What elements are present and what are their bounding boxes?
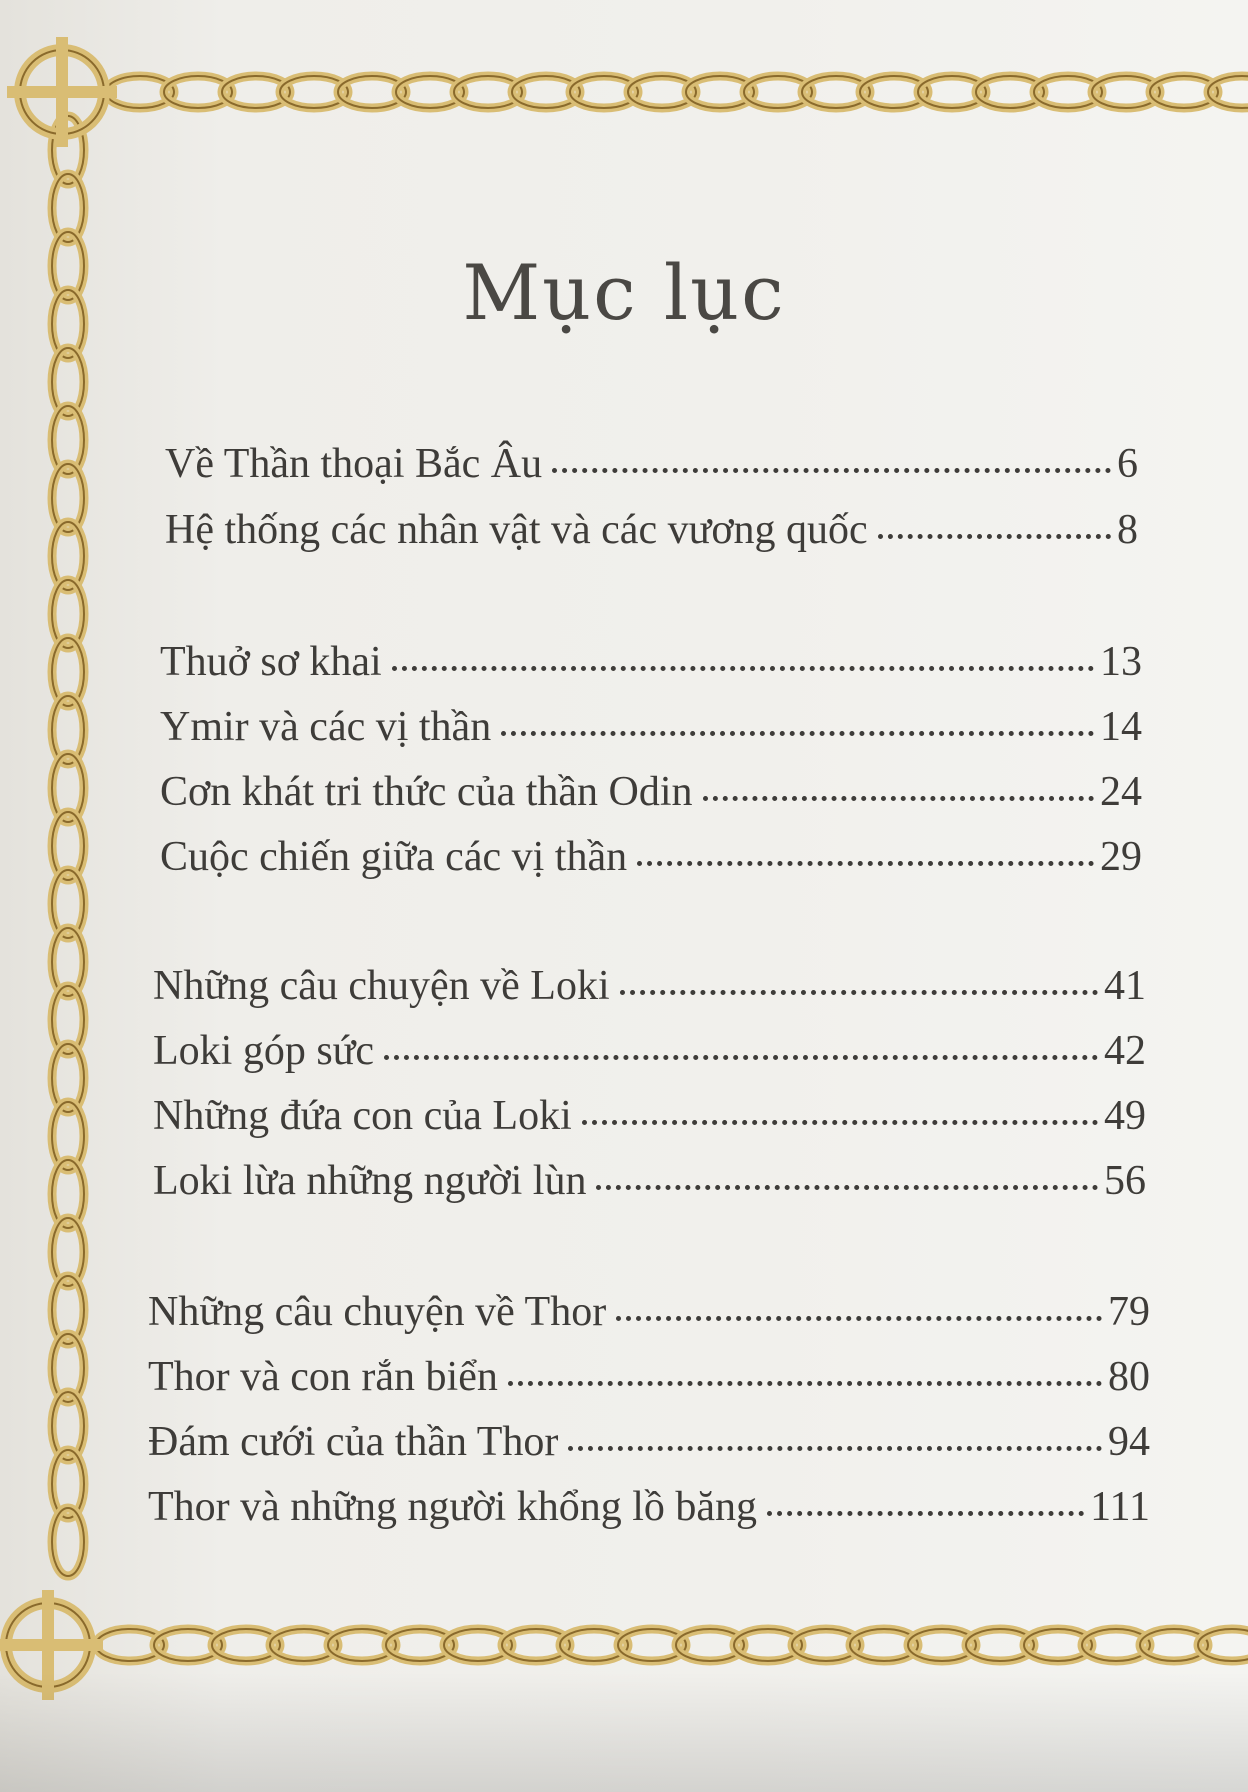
toc-entry-title: Thor và con rắn biển <box>148 1354 498 1400</box>
dot-leader <box>568 1446 1102 1451</box>
toc-entry-title: Về Thần thoại Bắc Âu <box>165 441 543 487</box>
toc-entry <box>160 638 1142 686</box>
toc-entry <box>153 962 1146 1010</box>
dot-leader <box>620 990 1098 995</box>
toc-entry <box>153 1092 1146 1140</box>
toc-entry-title: Những đứa con của Loki <box>153 1093 572 1139</box>
toc-entry-title: Loki lừa những người lùn <box>153 1158 587 1204</box>
toc-entry-page-number: 29 <box>1100 834 1142 880</box>
toc-entry-page-number: 41 <box>1104 963 1146 1009</box>
toc-entry <box>160 703 1142 751</box>
toc-entry-title: Cơn khát tri thức của thần Odin <box>160 769 693 815</box>
toc-entry-title: Loki góp sức <box>153 1028 375 1074</box>
toc-entry-title: Hệ thống các nhân vật và các vương quốc <box>165 507 868 553</box>
toc-entry <box>153 1157 1146 1205</box>
toc-entry-page-number: 14 <box>1100 704 1142 750</box>
toc-entry-page-number: 24 <box>1100 769 1142 815</box>
toc-entry-page-number: 111 <box>1090 1484 1150 1530</box>
dot-leader <box>392 666 1094 671</box>
toc-entry <box>148 1288 1150 1336</box>
toc-entry-title: Đám cưới của thần Thor <box>148 1419 559 1465</box>
dot-leader <box>552 468 1111 473</box>
toc-entry-page-number: 8 <box>1117 507 1138 553</box>
dot-leader <box>501 731 1094 736</box>
dot-leader <box>703 796 1094 801</box>
toc-entry-title: Những câu chuyện về Thor <box>148 1289 607 1335</box>
toc-entry-title: Thor và những người khổng lồ băng <box>148 1484 757 1530</box>
toc-entry-page-number: 49 <box>1104 1093 1146 1139</box>
toc-entry-title: Ymir và các vị thần <box>160 704 492 750</box>
dot-leader <box>637 861 1094 866</box>
toc-entry <box>160 833 1142 881</box>
toc-entry-title: Cuộc chiến giữa các vị thần <box>160 834 628 880</box>
toc-entry <box>165 440 1138 488</box>
toc-entry-title: Những câu chuyện về Loki <box>153 963 610 1009</box>
dot-leader <box>878 534 1111 539</box>
toc-entry-page-number: 6 <box>1117 441 1138 487</box>
toc-entry-page-number: 94 <box>1108 1419 1150 1465</box>
dot-leader <box>596 1185 1098 1190</box>
toc-entry-title: Thuở sơ khai <box>160 639 382 685</box>
dot-leader <box>767 1511 1084 1516</box>
toc-entry <box>153 1027 1146 1075</box>
toc-entry-page-number: 13 <box>1100 639 1142 685</box>
dot-leader <box>616 1316 1102 1321</box>
dot-leader <box>384 1055 1098 1060</box>
toc-entry-page-number: 56 <box>1104 1158 1146 1204</box>
toc-entry-page-number: 80 <box>1108 1354 1150 1400</box>
toc-entry <box>160 768 1142 816</box>
toc-entry-page-number: 79 <box>1108 1289 1150 1335</box>
page-title: Mục lục <box>462 248 786 337</box>
toc-entry-page-number: 42 <box>1104 1028 1146 1074</box>
toc-entry <box>148 1418 1150 1466</box>
toc-entry <box>165 506 1138 554</box>
toc-entry <box>148 1483 1150 1531</box>
dot-leader <box>582 1120 1098 1125</box>
toc-entry <box>148 1353 1150 1401</box>
dot-leader <box>508 1381 1102 1386</box>
